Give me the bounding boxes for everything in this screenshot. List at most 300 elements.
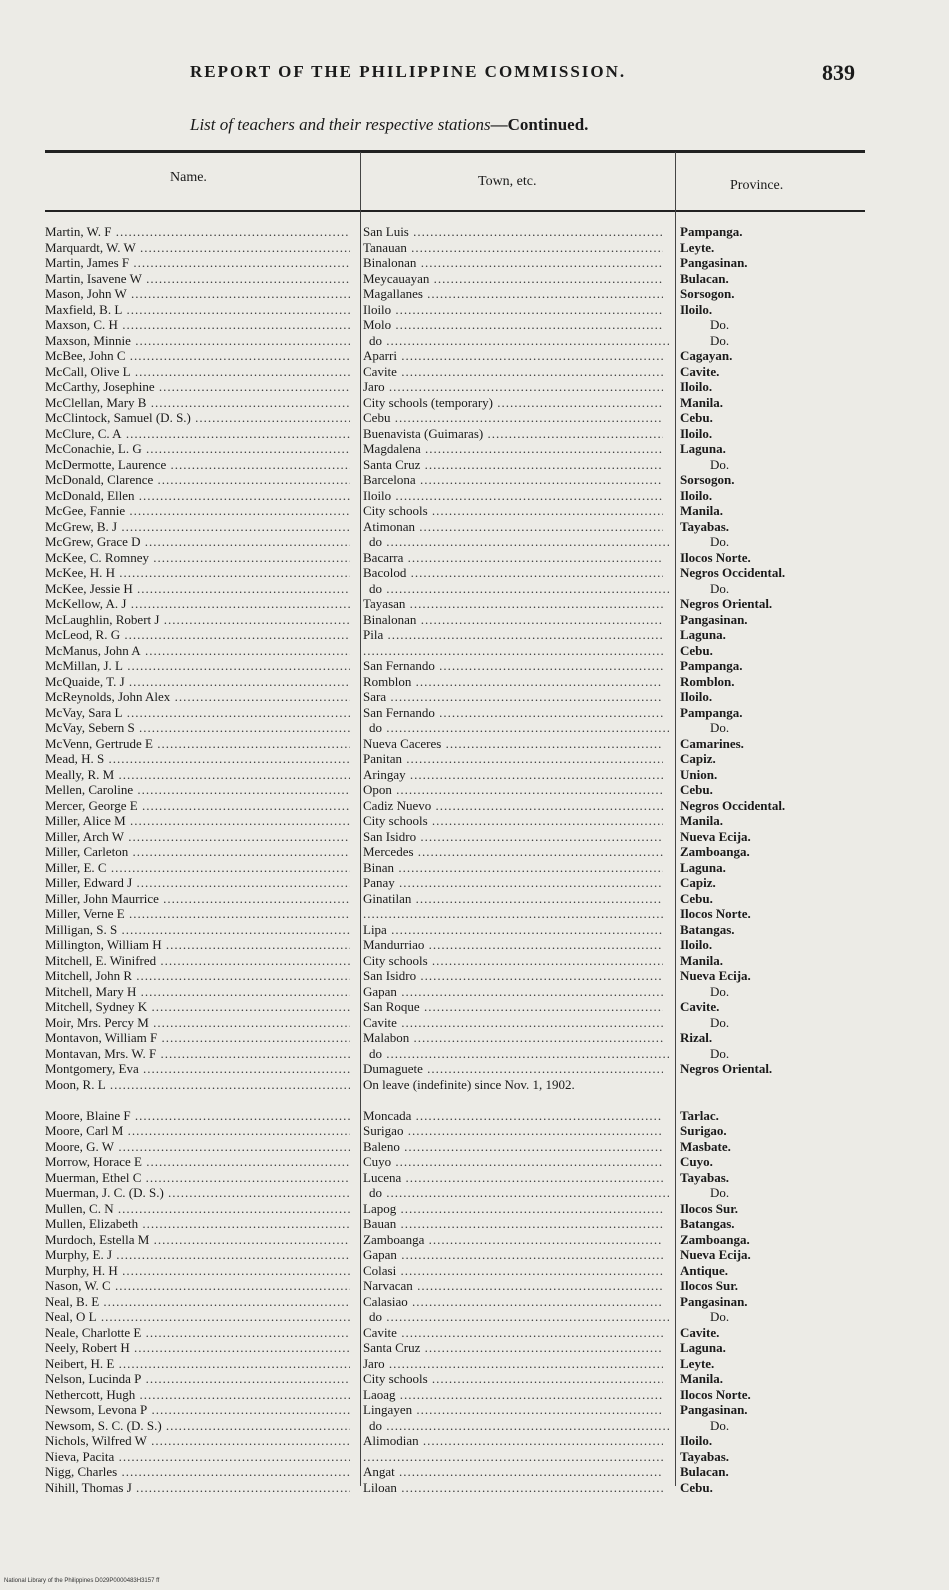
teacher-name: McKee, C. Romney ..... (45, 550, 350, 566)
town-cell: Narvacan ..... (363, 1278, 663, 1294)
teacher-name: McGrew, B. J ..... (45, 519, 350, 535)
table-row (0, 1201, 949, 1217)
table-row (0, 1278, 949, 1294)
teacher-name: Morrow, Horace E ..... (45, 1154, 350, 1170)
province-cell: Union. (680, 766, 718, 782)
town-cell: Binan ..... (363, 860, 663, 876)
town-cell: Surigao ..... (363, 1123, 663, 1139)
town-cell: Cadiz Nuevo ..... (363, 798, 663, 814)
town-cell: Magallanes ..... (363, 286, 663, 302)
town-cell: Binalonan ..... (363, 255, 663, 271)
table-row (0, 1402, 949, 1418)
province-cell: Cuyo. (680, 1154, 713, 1169)
province-cell: Iloilo. (680, 301, 713, 317)
teacher-name: McKee, Jessie H ..... (45, 581, 350, 597)
table-row (0, 1216, 949, 1232)
province-cell: Tarlac. (680, 1107, 719, 1123)
table-row (0, 426, 949, 442)
teacher-name: McCarthy, Josephine ..... (45, 379, 350, 395)
province-cell: Cebu. (680, 1479, 713, 1495)
province-cell: Laguna. (680, 627, 726, 642)
province-cell: Pangasinan. (680, 1293, 748, 1309)
province-cell: Do. (710, 983, 730, 999)
province-cell: Laguna. (680, 441, 726, 456)
town-cell: Malabon ..... (363, 1030, 663, 1046)
province-cell: Manila. (680, 503, 723, 518)
table-row (0, 1449, 949, 1465)
teacher-name: Moore, Carl M ..... (45, 1123, 350, 1139)
province-cell: Sorsogon. (680, 472, 735, 487)
teacher-name: Millington, William H ..... (45, 937, 350, 953)
province-cell: Negros Oriental. (680, 596, 773, 611)
town-cell: Dumaguete ..... (363, 1061, 663, 1077)
province-cell: Batangas. (680, 921, 735, 937)
table-top-rule (45, 150, 865, 153)
table-row (0, 937, 949, 953)
town-cell: Cuyo ..... (363, 1154, 663, 1170)
province-cell: Do. (710, 720, 730, 735)
town-cell: Nueva Caceres ..... (363, 736, 663, 752)
province-cell: Do. (710, 1309, 730, 1324)
town-cell: Alimodian ..... (363, 1433, 663, 1449)
teacher-name: Miller, Carleton ..... (45, 844, 350, 860)
province-cell: Romblon. (680, 673, 735, 689)
teacher-name: Mitchell, E. Winifred ..... (45, 953, 350, 969)
town-cell: do ..... (363, 1185, 669, 1201)
province-cell: Ilocos Sur. (680, 1200, 739, 1216)
table-row (0, 689, 949, 705)
province-cell: Negros Occidental. (680, 797, 786, 813)
table-row (0, 1325, 949, 1341)
table-row (0, 612, 949, 628)
table-row (0, 302, 949, 318)
page-number: 839 (822, 60, 855, 85)
table-row (0, 1046, 949, 1062)
teacher-name: Miller, Edward J ..... (45, 875, 350, 891)
town-cell: do ..... (363, 333, 669, 349)
town-cell: Aringay ..... (363, 767, 663, 783)
town-cell: City schools ..... (363, 953, 663, 969)
teacher-name: Montavon, William F ..... (45, 1030, 350, 1046)
table-row (0, 333, 949, 349)
teacher-name: Mellen, Caroline ..... (45, 782, 350, 798)
town-cell: Santa Cruz ..... (363, 457, 663, 473)
town-cell: Mercedes ..... (363, 844, 663, 860)
town-cell: Opon ..... (363, 782, 663, 798)
teacher-name: McGrew, Grace D ..... (45, 534, 350, 550)
table-row (0, 441, 949, 457)
teacher-name: Miller, E. C ..... (45, 860, 350, 876)
town-cell: Atimonan ..... (363, 519, 663, 535)
town-cell: San Luis ..... (363, 224, 663, 240)
teacher-name: Miller, Alice M ..... (45, 813, 350, 829)
province-cell: Negros Oriental. (680, 1061, 773, 1076)
town-cell: Angat ..... (363, 1464, 663, 1480)
town-cell: Pila ..... (363, 627, 663, 643)
table-row (0, 503, 949, 519)
town-cell (363, 643, 663, 659)
town-cell: Magdalena ..... (363, 441, 663, 457)
town-cell: Molo ..... (363, 317, 663, 333)
province-cell: Leyte. (680, 239, 715, 255)
town-cell: City schools ..... (363, 813, 663, 829)
table-row (0, 379, 949, 395)
town-cell: Gapan ..... (363, 984, 663, 1000)
province-cell: Manila. (680, 813, 723, 828)
teacher-name: Milligan, S. S ..... (45, 922, 350, 938)
province-cell: Rizal. (680, 1030, 713, 1045)
teacher-name: Nieva, Pacita ..... (45, 1449, 350, 1465)
table-row (0, 1433, 949, 1449)
table-row (0, 1480, 949, 1496)
province-cell: Manila. (680, 952, 723, 968)
column-header-name: Name. (170, 170, 207, 185)
town-cell: do ..... (363, 581, 669, 597)
table-row (0, 317, 949, 333)
teacher-name: Newsom, S. C. (D. S.) ..... (45, 1418, 350, 1434)
town-cell: Tayasan ..... (363, 596, 663, 612)
table-row (0, 705, 949, 721)
table-row (0, 271, 949, 287)
teacher-name: Mitchell, Mary H ..... (45, 984, 350, 1000)
table-row (0, 1418, 949, 1434)
table-row (0, 1077, 949, 1108)
town-cell: Baleno ..... (363, 1139, 663, 1155)
town-cell: Binalonan ..... (363, 612, 663, 628)
town-cell: Laoag ..... (363, 1387, 663, 1403)
town-cell: Iloilo ..... (363, 488, 663, 504)
table-row (0, 534, 949, 550)
teacher-name: Mead, H. S ..... (45, 751, 350, 767)
table-row (0, 395, 949, 411)
province-cell: Antique. (680, 1262, 729, 1278)
province-cell: Tayabas. (680, 1169, 730, 1185)
table-row (0, 627, 949, 643)
province-cell: Do. (710, 332, 730, 348)
teacher-name: Nihill, Thomas J ..... (45, 1480, 350, 1496)
teacher-name: Muerman, J. C. (D. S.) ..... (45, 1185, 350, 1201)
town-cell: Romblon ..... (363, 674, 663, 690)
table-row (0, 1340, 949, 1356)
teacher-name: Montavan, Mrs. W. F ..... (45, 1046, 350, 1062)
town-cell: do ..... (363, 1309, 669, 1325)
province-cell: Ilocos Norte. (680, 906, 751, 921)
teacher-name: Nichols, Wilfred W ..... (45, 1433, 350, 1449)
town-cell: Moncada ..... (363, 1108, 663, 1124)
teacher-name: Maxson, Minnie ..... (45, 333, 350, 349)
province-cell: Do. (710, 1185, 730, 1200)
province-cell: Pampanga. (680, 704, 743, 720)
table-row (0, 984, 949, 1000)
teacher-name: Moore, G. W ..... (45, 1139, 350, 1155)
table-row (0, 922, 949, 938)
province-cell: Ilocos Sur. (680, 1278, 739, 1293)
province-cell: Pangasinan. (680, 255, 748, 270)
table-row (0, 1371, 949, 1387)
town-cell: City schools (temporary) ..... (363, 395, 663, 411)
town-cell: Lucena ..... (363, 1170, 663, 1186)
table-row (0, 240, 949, 256)
table-row (0, 813, 949, 829)
table-row (0, 457, 949, 473)
province-cell: Laguna. (680, 859, 726, 875)
teacher-name: McVay, Sara L ..... (45, 705, 350, 721)
table-row (0, 1232, 949, 1248)
town-cell: Lapog ..... (363, 1201, 663, 1217)
teacher-name: McKee, H. H ..... (45, 565, 350, 581)
town-cell: Bacolod ..... (363, 565, 663, 581)
table-row (0, 953, 949, 969)
town-cell: Lipa ..... (363, 922, 663, 938)
province-cell: Surigao. (680, 1123, 727, 1138)
teacher-name: Nethercott, Hugh ..... (45, 1387, 350, 1403)
teacher-name: Nigg, Charles ..... (45, 1464, 350, 1480)
table-row (0, 1185, 949, 1201)
teacher-table-body (0, 224, 949, 1495)
column-header-town: Town, etc. (478, 174, 537, 189)
teacher-name: Muerman, Ethel C ..... (45, 1170, 350, 1186)
table-row (0, 720, 949, 736)
teacher-name: Miller, Verne E ..... (45, 906, 350, 922)
town-cell: Santa Cruz ..... (363, 1340, 663, 1356)
teacher-name: Maxson, C. H ..... (45, 317, 350, 333)
table-row (0, 736, 949, 752)
province-cell: Tayabas. (680, 1448, 730, 1464)
province-cell: Nueva Ecija. (680, 968, 751, 983)
province-cell: Cebu. (680, 410, 713, 425)
teacher-name: McCall, Olive L ..... (45, 364, 350, 380)
teacher-name: Nelson, Lucinda P ..... (45, 1371, 350, 1387)
teacher-name: McQuaide, T. J ..... (45, 674, 350, 690)
table-row (0, 472, 949, 488)
town-cell: Jaro ..... (363, 379, 663, 395)
province-cell: Leyte. (680, 1355, 715, 1371)
table-row (0, 364, 949, 380)
teacher-name: McGee, Fannie ..... (45, 503, 350, 519)
table-row (0, 674, 949, 690)
teacher-name: McLeod, R. G ..... (45, 627, 350, 643)
province-cell: Sorsogon. (680, 286, 735, 301)
province-cell: Do. (710, 1417, 730, 1433)
town-cell: Zamboanga ..... (363, 1232, 663, 1248)
subtitle-italic: List of teachers and their respective stations (190, 115, 491, 134)
table-row (0, 1309, 949, 1325)
province-cell: Do. (710, 317, 730, 332)
province-cell: Cavite. (680, 999, 720, 1014)
table-row (0, 1061, 949, 1077)
province-cell: Cavite. (680, 1324, 720, 1340)
teacher-name: McBee, John C ..... (45, 348, 350, 364)
teacher-name: Moon, R. L ..... (45, 1077, 350, 1093)
town-cell: do ..... (363, 720, 669, 736)
province-cell: Nueva Ecija. (680, 828, 751, 844)
table-row (0, 581, 949, 597)
town-cell: Cavite ..... (363, 364, 663, 380)
teacher-name: McLaughlin, Robert J ..... (45, 612, 350, 628)
town-cell: Ginatilan ..... (363, 891, 663, 907)
town-cell: Cebu ..... (363, 410, 663, 426)
town-cell: do ..... (363, 534, 669, 550)
teacher-name: Newsom, Levona P ..... (45, 1402, 350, 1418)
town-cell: San Isidro ..... (363, 829, 663, 845)
teacher-name: McDonald, Ellen ..... (45, 488, 350, 504)
town-cell: Mandurriao ..... (363, 937, 663, 953)
teacher-name: McMillan, J. L ..... (45, 658, 350, 674)
table-row (0, 782, 949, 798)
province-cell: Iloilo. (680, 379, 713, 394)
town-cell: Bauan ..... (363, 1216, 663, 1232)
province-cell: Negros Occidental. (680, 565, 786, 580)
table-row (0, 596, 949, 612)
table-row (0, 410, 949, 426)
table-row (0, 891, 949, 907)
province-cell: Nueva Ecija. (680, 1247, 751, 1262)
province-cell: Batangas. (680, 1216, 735, 1231)
province-cell: Cavite. (680, 363, 720, 379)
province-cell: Pampanga. (680, 224, 743, 239)
province-cell: Cagayan. (680, 348, 733, 363)
table-subtitle (190, 115, 588, 135)
table-row (0, 1263, 949, 1279)
town-cell: Cavite ..... (363, 1325, 663, 1341)
province-cell: Do. (710, 1014, 730, 1030)
province-cell: Manila. (680, 1371, 723, 1386)
teacher-name: McDermotte, Laurence ..... (45, 457, 350, 473)
teacher-name: McVenn, Gertrude E ..... (45, 736, 350, 752)
table-row (0, 751, 949, 767)
town-cell: Colasi ..... (363, 1263, 663, 1279)
town-cell: On leave (indefinite) since Nov. 1, 1902. (363, 1076, 575, 1092)
province-cell: Cebu. (680, 782, 713, 797)
table-row (0, 1464, 949, 1480)
town-cell: City schools ..... (363, 1371, 663, 1387)
province-cell: Do. (710, 456, 730, 472)
teacher-name: McConachie, L. G ..... (45, 441, 350, 457)
province-cell: Laguna. (680, 1340, 726, 1355)
town-cell: San Fernando ..... (363, 658, 663, 674)
province-cell: Iloilo. (680, 937, 713, 952)
town-cell: Panitan ..... (363, 751, 663, 767)
teacher-name: Martin, James F ..... (45, 255, 350, 271)
town-cell: Tanauan ..... (363, 240, 663, 256)
page-header-title: REPORT OF THE PHILIPPINE COMMISSION. (190, 62, 627, 81)
teacher-name: Murphy, E. J ..... (45, 1247, 350, 1263)
column-header-province: Province. (730, 178, 784, 193)
teacher-name: Miller, Arch W ..... (45, 829, 350, 845)
province-cell: Iloilo. (680, 425, 713, 441)
province-cell: Iloilo. (680, 1433, 713, 1448)
province-cell: Manila. (680, 394, 723, 410)
table-header-rule (45, 210, 865, 212)
province-cell: Do. (710, 534, 730, 549)
province-cell: Pangasinan. (680, 611, 748, 627)
teacher-name: Montgomery, Eva ..... (45, 1061, 350, 1077)
table-row (0, 1170, 949, 1186)
table-row (0, 1387, 949, 1403)
teacher-name: Neibert, H. E ..... (45, 1356, 350, 1372)
table-row (0, 1030, 949, 1046)
teacher-name: McClure, C. A ..... (45, 426, 350, 442)
province-cell: Ilocos Norte. (680, 549, 751, 565)
table-row (0, 1356, 949, 1372)
teacher-name: McClellan, Mary B ..... (45, 395, 350, 411)
town-cell: Buenavista (Guimaras) ..... (363, 426, 663, 442)
teacher-name: Martin, W. F ..... (45, 224, 350, 240)
town-cell: Liloan ..... (363, 1480, 663, 1496)
town-cell: San Fernando ..... (363, 705, 663, 721)
teacher-name: Mullen, C. N ..... (45, 1201, 350, 1217)
town-cell: San Roque ..... (363, 999, 663, 1015)
province-cell: Pangasinan. (680, 1402, 748, 1417)
town-cell (363, 906, 663, 922)
teacher-name: McClintock, Samuel (D. S.) ..... (45, 410, 350, 426)
teacher-name: McReynolds, John Alex ..... (45, 689, 350, 705)
town-cell: Gapan ..... (363, 1247, 663, 1263)
teacher-name: Moore, Blaine F ..... (45, 1108, 350, 1124)
table-row (0, 565, 949, 581)
table-row (0, 798, 949, 814)
province-cell: Cebu. (680, 890, 713, 906)
town-cell: San Isidro ..... (363, 968, 663, 984)
town-cell: Panay ..... (363, 875, 663, 891)
teacher-name: Marquardt, W. W ..... (45, 240, 350, 256)
province-cell: Bulacan. (680, 270, 729, 286)
teacher-name: Miller, John Maurrice ..... (45, 891, 350, 907)
teacher-name: Martin, Isavene W ..... (45, 271, 350, 287)
table-row (0, 1294, 949, 1310)
table-row (0, 844, 949, 860)
table-row (0, 767, 949, 783)
teacher-name: Mitchell, Sydney K ..... (45, 999, 350, 1015)
teacher-name: Neal, O L ..... (45, 1309, 350, 1325)
table-row (0, 875, 949, 891)
table-row (0, 224, 949, 240)
province-cell: Tayabas. (680, 518, 730, 534)
table-row (0, 860, 949, 876)
table-row (0, 550, 949, 566)
town-cell: Jaro ..... (363, 1356, 663, 1372)
table-row (0, 1247, 949, 1263)
town-cell (363, 1449, 663, 1465)
table-row (0, 1108, 949, 1124)
teacher-name: Murphy, H. H ..... (45, 1263, 350, 1279)
town-cell: do ..... (363, 1418, 669, 1434)
town-cell: Cavite ..... (363, 1015, 663, 1031)
table-row (0, 255, 949, 271)
province-cell: Ilocos Norte. (680, 1386, 751, 1402)
subtitle-continued: —Continued. (490, 115, 589, 134)
table-row (0, 643, 949, 659)
teacher-name: Moir, Mrs. Percy M ..... (45, 1015, 350, 1031)
town-cell: Meycauayan ..... (363, 271, 663, 287)
province-cell: Masbate. (680, 1138, 731, 1154)
table-row (0, 829, 949, 845)
scan-footer-note: National Library of the Philippines D029P0000483H3157 ff (4, 1578, 160, 1584)
teacher-name: McVay, Sebern S ..... (45, 720, 350, 736)
table-row (0, 286, 949, 302)
province-cell: Pampanga. (680, 658, 743, 673)
table-row (0, 1139, 949, 1155)
province-cell: Bulacan. (680, 1464, 729, 1479)
table-row (0, 906, 949, 922)
table-row (0, 658, 949, 674)
town-cell: do ..... (363, 1046, 669, 1062)
province-cell: Capiz. (680, 875, 716, 890)
table-row (0, 1154, 949, 1170)
province-cell: Camarines. (680, 735, 744, 751)
teacher-name: Neely, Robert H ..... (45, 1340, 350, 1356)
teacher-name: McManus, John A ..... (45, 643, 350, 659)
